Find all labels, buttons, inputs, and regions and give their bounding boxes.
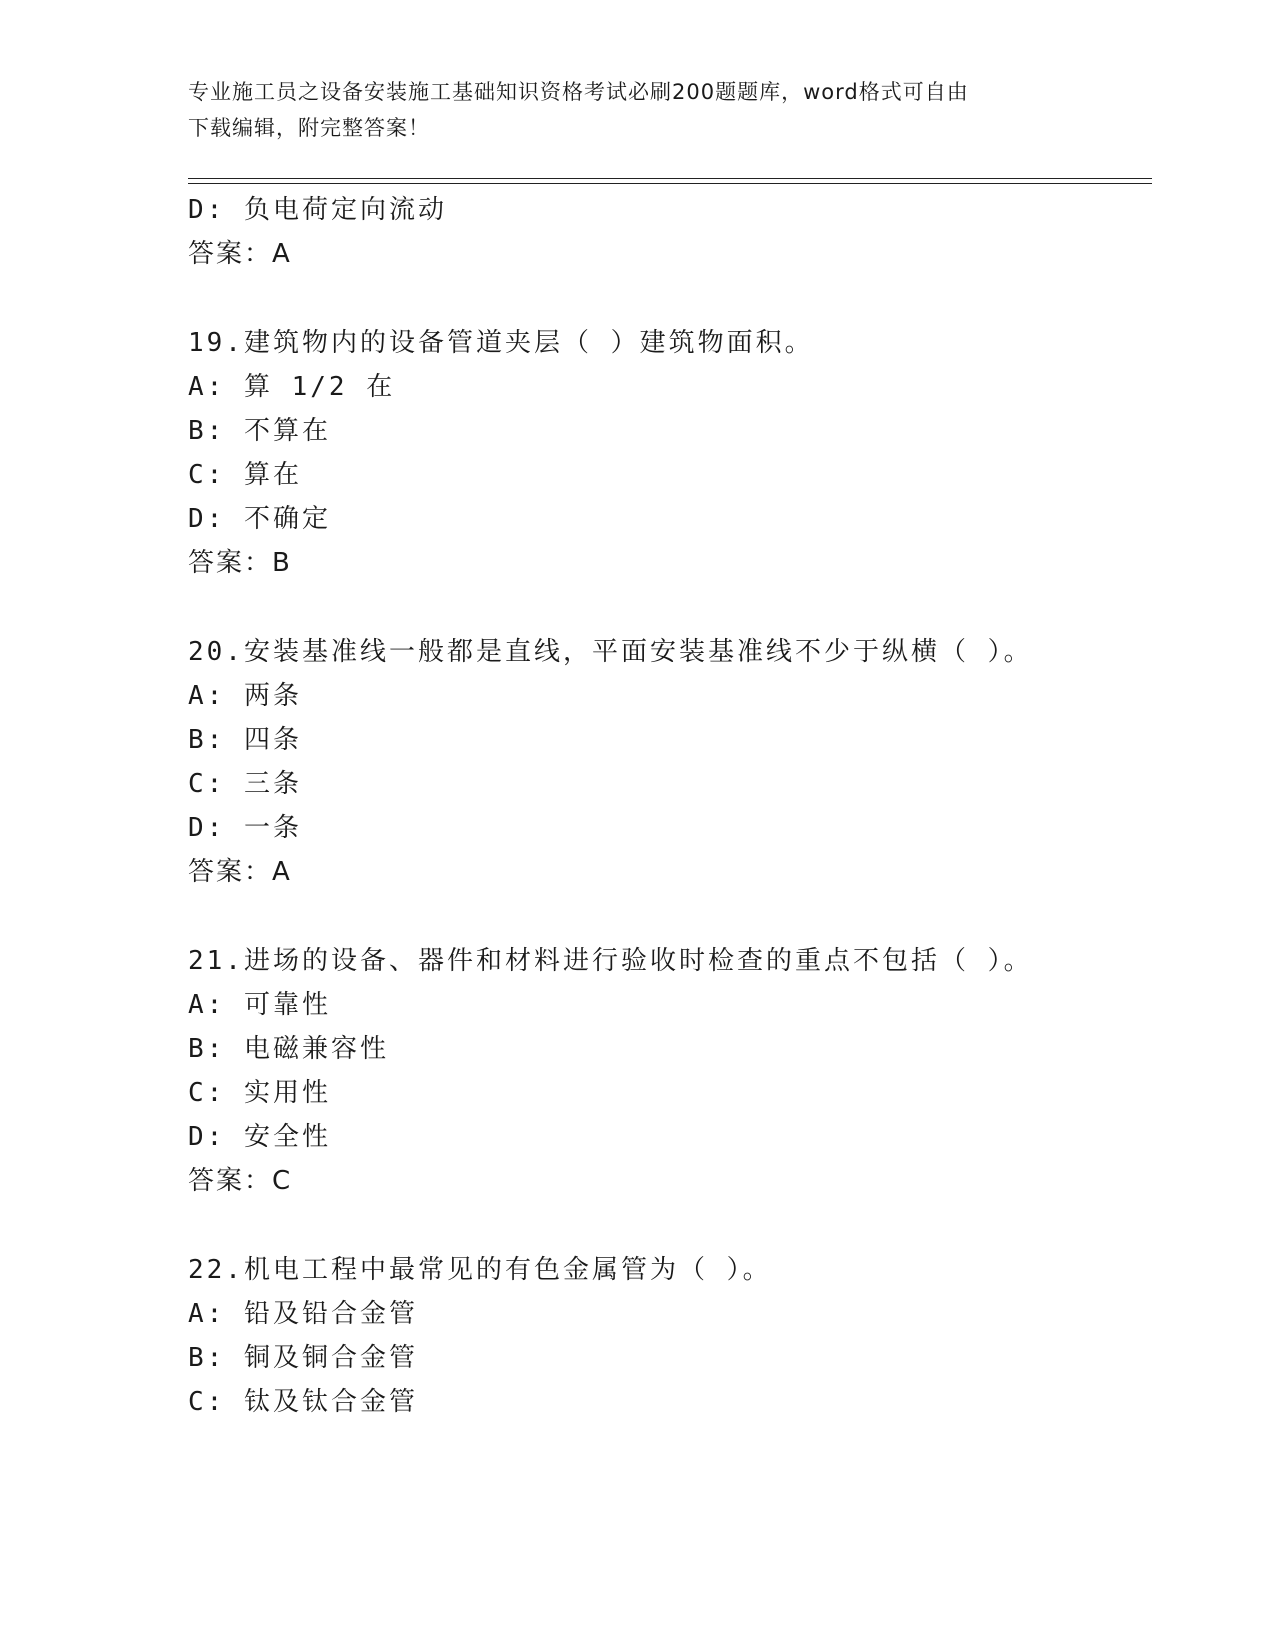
header-divider-bottom bbox=[188, 183, 1152, 184]
question-20-option-a: A: 两条 bbox=[188, 681, 302, 711]
question-20-option-d: D: 一条 bbox=[188, 813, 302, 843]
question-21-option-a: A: 可靠性 bbox=[188, 990, 331, 1020]
question-20-answer: 答案：A bbox=[188, 857, 292, 887]
question-20-text: 20.安装基准线一般都是直线，平面安装基准线不少于纵横（ ）。 bbox=[188, 637, 1033, 667]
question-22-text: 22.机电工程中最常见的有色金属管为（ ）。 bbox=[188, 1255, 772, 1285]
question-21-option-c: C: 实用性 bbox=[188, 1078, 331, 1108]
question-21-text: 21.进场的设备、器件和材料进行验收时检查的重点不包括（ ）。 bbox=[188, 946, 1033, 976]
question-19-option-d: D: 不确定 bbox=[188, 504, 331, 534]
header-line-1: 专业施工员之设备安装施工基础知识资格考试必刷200题题库，word格式可自由 bbox=[188, 80, 969, 104]
question-20-option-b: B: 四条 bbox=[188, 725, 302, 755]
question-21-answer: 答案：C bbox=[188, 1166, 293, 1196]
question-19-option-a: A: 算 1/2 在 bbox=[188, 372, 396, 402]
question-19-answer: 答案：B bbox=[188, 548, 292, 578]
question-20-option-c: C: 三条 bbox=[188, 769, 302, 799]
question-22-option-a: A: 铅及铅合金管 bbox=[188, 1299, 418, 1329]
question-22-option-c: C: 钛及钛合金管 bbox=[188, 1387, 418, 1417]
question-21-option-d: D: 安全性 bbox=[188, 1122, 331, 1152]
prev-answer: 答案：A bbox=[188, 239, 292, 269]
prev-option-d: D: 负电荷定向流动 bbox=[188, 195, 447, 225]
question-22-option-b: B: 铜及铜合金管 bbox=[188, 1343, 418, 1373]
question-19-text: 19.建筑物内的设备管道夹层（ ）建筑物面积。 bbox=[188, 328, 814, 358]
question-21-option-b: B: 电磁兼容性 bbox=[188, 1034, 389, 1064]
question-19-option-c: C: 算在 bbox=[188, 460, 302, 490]
header-line-2: 下载编辑，附完整答案！ bbox=[188, 116, 430, 140]
header-divider-top bbox=[188, 178, 1152, 179]
document-header bbox=[188, 74, 1088, 146]
question-19-option-b: B: 不算在 bbox=[188, 416, 331, 446]
